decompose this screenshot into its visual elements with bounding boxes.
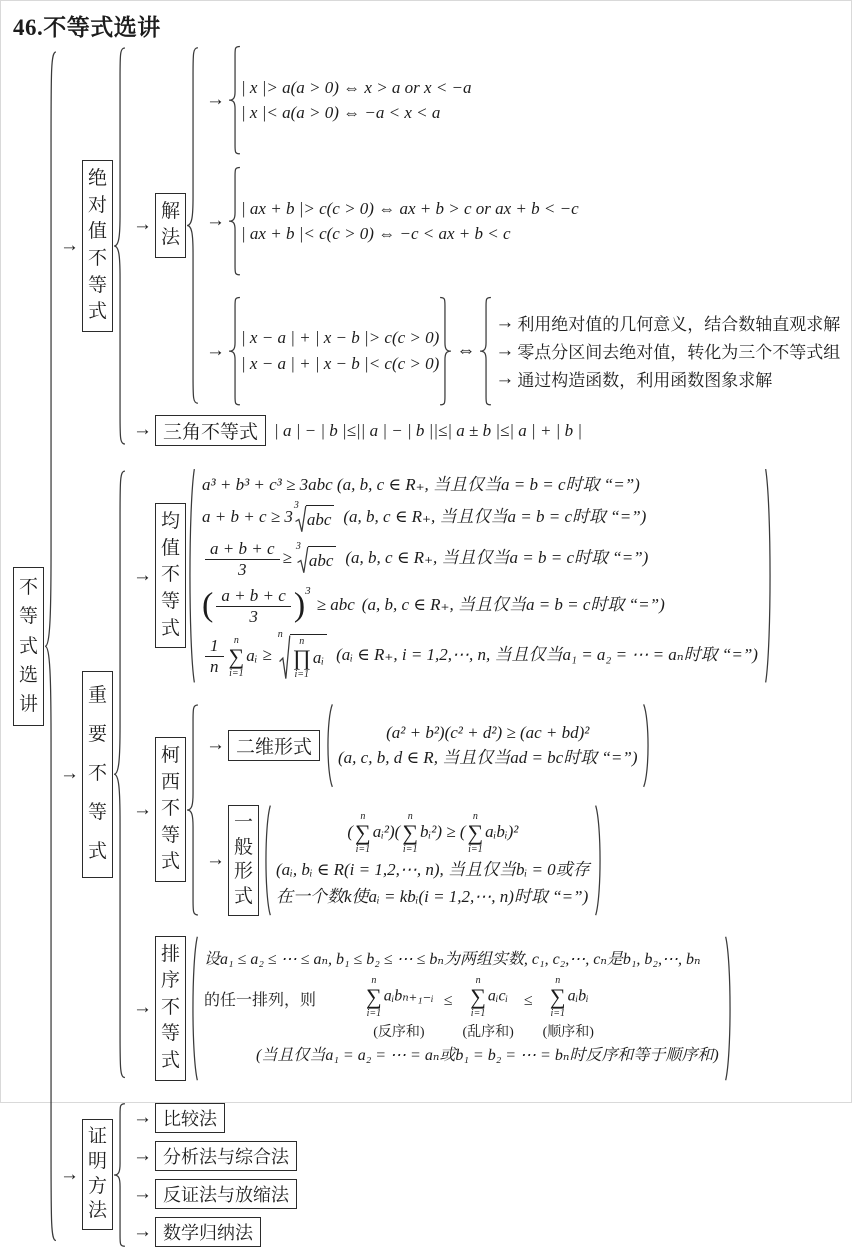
arrow-icon: → <box>495 339 515 361</box>
brace-icon <box>113 1103 126 1247</box>
triangle-formula: | a | − | b |≤|| a | − | b ||≤| a ± b |≤| a | + | b | <box>274 420 583 440</box>
method-text: 利用绝对值的几何意义，结合数轴直观求解 <box>517 315 841 335</box>
arrow-icon: → <box>133 1144 152 1166</box>
arrow-icon: → <box>133 997 152 1019</box>
paren-left-icon <box>189 936 199 1081</box>
proof-item-box: 分析法与综合法 <box>155 1141 297 1171</box>
solve-items <box>203 46 840 405</box>
brace-icon <box>479 297 492 405</box>
iff-icon: ⇔ <box>456 339 476 361</box>
proof-item <box>130 1179 297 1209</box>
cauchy-2d-line-2: (a, c, b, d ∈ R, 当且仅当ad = bc时取 “=”) <box>338 748 638 768</box>
paren-right-icon <box>764 468 774 684</box>
method-row <box>492 366 840 391</box>
arrow-icon: → <box>133 564 152 586</box>
cauchy-general-row <box>203 805 652 916</box>
sort-line-4: (当且仅当a₁ = a₂ = ⋯ = aₙ或b₁ = b₂ = ⋯ = bₙ时反序和等于顺序和) <box>256 1047 719 1065</box>
arrow-icon: → <box>133 1220 152 1242</box>
brace-right-icon <box>439 297 452 405</box>
cauchy-2d-label-box: 二维形式 <box>228 730 320 761</box>
cauchy-inequality-row <box>130 704 774 916</box>
arrow-icon: → <box>133 1182 152 1204</box>
mean-label-box: 均值不等式 <box>155 503 186 648</box>
solve-methods-row <box>130 46 840 405</box>
proof-item-box: 数学归纳法 <box>155 1217 261 1247</box>
solve-item-3 <box>203 297 840 405</box>
mindmap-root-row <box>13 46 851 1247</box>
sum-label: (顺序和) <box>542 1025 594 1041</box>
arrow-icon: → <box>133 214 152 236</box>
method-text: 通过构造函数，利用函数图象求解 <box>517 371 773 391</box>
brace-icon <box>228 167 241 275</box>
mean-line-2: a + b + c ≥ 3 3 abc (a, b, c ∈ R₊, 当且仅当a = b = c时取 “=”) <box>202 504 758 532</box>
arrow-icon: → <box>60 1163 79 1185</box>
arrow-icon: → <box>133 798 152 820</box>
mean-lines <box>196 468 764 684</box>
arrow-icon: → <box>206 734 225 756</box>
arrow-icon: → <box>206 89 225 111</box>
solve-item-2 <box>203 167 840 275</box>
arrow-icon: → <box>206 339 225 361</box>
brace-icon <box>113 46 126 446</box>
cauchy-label-box: 柯西不等式 <box>155 737 186 882</box>
method-row <box>492 310 840 335</box>
paren-left-icon <box>262 805 272 916</box>
arrow-icon: → <box>133 419 152 441</box>
cauchy-2d-line-1: (a² + b²)(c² + d²) ≥ (ac + bd)² <box>386 722 590 742</box>
triangle-inequality-row <box>130 415 840 446</box>
brace-icon <box>228 297 241 405</box>
absolute-value-children <box>130 46 840 446</box>
cauchy-general-line-3: 在一个数k使aᵢ = kbᵢ(i = 1,2,⋯, n)时取 “=”) <box>276 887 589 907</box>
paren-right-icon <box>594 805 604 916</box>
mean-line-4: ( $\frac{a + b + c}{3}$ )$^3$≥ abc (a, b, c ∈ R₊, 当且仅当a = b = c时取 “=”) <box>202 585 665 626</box>
formula-line: | ax + b |> c(c > 0) ⇔ ax + b > c or ax + b < −c <box>241 198 579 218</box>
absolute-value-label-box: 绝对值不等式 <box>82 160 113 332</box>
root-label-box: 不等式选讲 <box>13 567 44 726</box>
paren-left-icon <box>186 468 196 684</box>
sort-line-1: 设a₁ ≤ a₂ ≤ ⋯ ≤ aₙ, b₁ ≤ b₂ ≤ ⋯ ≤ bₙ为两组实数, c₁, c₂,⋯, cₙ是b₁, b₂,⋯, bₙ <box>204 951 701 969</box>
sort-lines <box>199 945 724 1071</box>
solve-label-box: 解法 <box>155 193 186 258</box>
proof-item-box: 比较法 <box>155 1103 225 1133</box>
method-text: 零点分区间去绝对值，转化为三个不等式组 <box>517 343 841 363</box>
branch-important-inequalities <box>57 468 840 1081</box>
brace-icon <box>113 468 126 1081</box>
paren-right-icon <box>642 704 652 787</box>
mean-line-3: $\frac{a + b + c}{3}$ ≥ 3 abc (a, b, c ∈ R₊, 当且仅当a = b = c时取 “=”) <box>202 539 758 579</box>
arrow-icon: → <box>495 311 515 333</box>
sum-label: (乱序和) <box>462 1025 514 1041</box>
important-label-box: 重要不等式 <box>82 671 113 878</box>
cauchy-general-line-2: (aᵢ, bᵢ ∈ R(i = 1,2,⋯, n), 当且仅当bᵢ = 0或存 <box>276 859 590 879</box>
formula-line: | x |> a(a > 0) ⇔ x > a or x < −a <box>241 77 472 97</box>
arrow-icon: → <box>206 849 225 871</box>
formula-line: | x − a | + | x − b |< c(c > 0) <box>241 353 440 373</box>
paren-right-icon <box>724 936 734 1081</box>
cauchy-2d-row <box>203 704 652 787</box>
sum-label: (反序和) <box>373 1025 425 1041</box>
arrow-icon: → <box>206 210 225 232</box>
brace-icon <box>228 46 241 154</box>
brace-icon <box>186 704 199 916</box>
proof-item <box>130 1141 297 1171</box>
proof-label-box: 证明方法 <box>82 1119 113 1230</box>
formula-line: | x |< a(a > 0) ⇔ −a < x < a <box>241 103 441 123</box>
page-title: 46.不等式选讲 <box>13 15 161 40</box>
proof-item <box>130 1103 297 1133</box>
root-brace-icon <box>44 46 57 1247</box>
method-row <box>492 338 840 363</box>
proof-item-box: 反证法与放缩法 <box>155 1179 297 1209</box>
mean-inequality-row <box>130 468 774 684</box>
branch-absolute-value <box>57 46 840 446</box>
formula-line: | x − a | + | x − b |> c(c > 0) <box>241 328 440 348</box>
mean-line-1: a³ + b³ + c³ ≥ 3abc (a, b, c ∈ R₊, 当且仅当a = b = c时取 “=”) <box>202 474 640 494</box>
triangle-label-box: 三角不等式 <box>155 415 266 446</box>
branch-proof-methods <box>57 1103 840 1247</box>
sort-line-2: 的任一排列，则 n ∑ i=1 aᵢbₙ₊₁₋ᵢ (反序和) ≤ n ∑ i=1 aᵢcᵢ (乱序和) ≤ n ∑ i=1 aᵢbᵢ (顺序和) <box>204 975 594 1041</box>
cauchy-general-label-box: 一般形式 <box>228 805 259 916</box>
arrow-icon: → <box>133 1106 152 1128</box>
paren-left-icon <box>324 704 334 787</box>
important-children <box>130 468 774 1081</box>
solve-item-1 <box>203 46 840 154</box>
formula-line: | ax + b |< c(c > 0) ⇔ −c < ax + b < c <box>241 224 511 244</box>
arrow-icon: → <box>60 763 79 785</box>
branches <box>57 46 840 1247</box>
sort-inequality-row <box>130 936 774 1081</box>
cauchy-children <box>203 704 652 916</box>
sort-label-box: 排序不等式 <box>155 936 186 1081</box>
proof-items <box>130 1103 297 1247</box>
proof-item <box>130 1217 297 1247</box>
mean-line-5: $\frac{1}{n}$ n ∑ i=1 aᵢ ≥ n n ∏ i=1 aᵢ (aᵢ ∈ R₊, i = 1,2,⋯, n, 当且仅当a₁ = a₂ = ⋯ = aₙ时取 “=”) <box>202 634 758 680</box>
cauchy-general-line-1: ( n ∑ i=1 aᵢ²)( n ∑ i=1 bᵢ²) ≥ ( n ∑ i=1 aᵢbᵢ)² <box>347 810 519 855</box>
arrow-icon: → <box>495 367 515 389</box>
brace-icon <box>186 46 199 405</box>
arrow-icon: → <box>60 234 79 256</box>
